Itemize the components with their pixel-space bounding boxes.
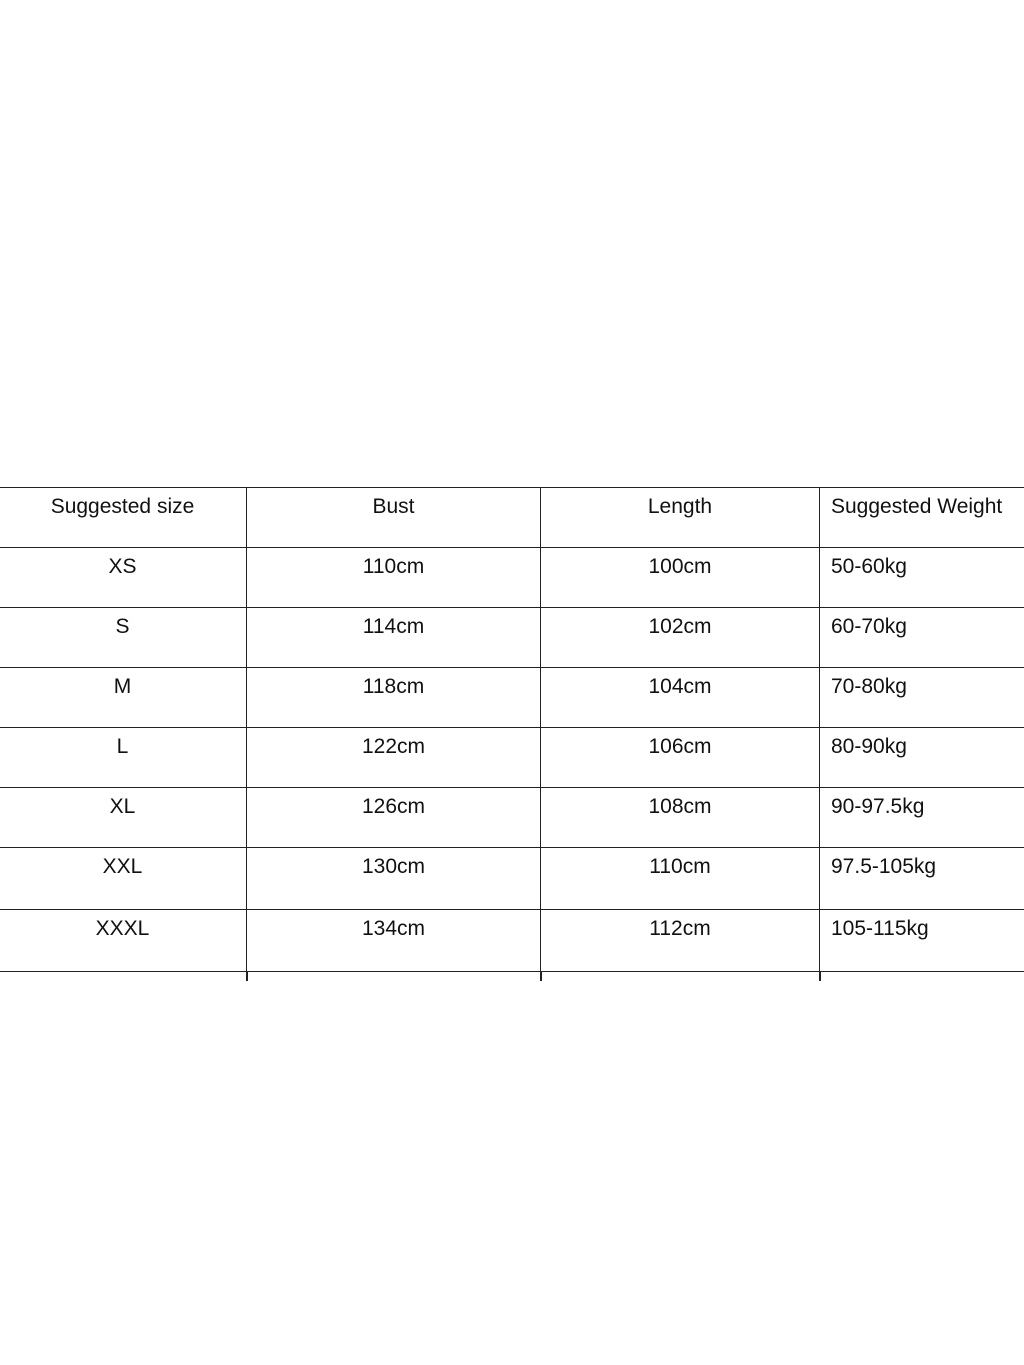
- header-suggested-weight: Suggested Weight: [820, 488, 1024, 548]
- cell-size: L: [0, 728, 247, 788]
- cell-weight: 90-97.5kg: [820, 788, 1024, 848]
- cell-bust: 126cm: [247, 788, 541, 848]
- cell-bust: 114cm: [247, 608, 541, 668]
- table-divider-tail: [246, 972, 248, 981]
- size-chart-table: [0, 487, 1024, 972]
- cell-weight: 50-60kg: [820, 548, 1024, 608]
- cell-length: 104cm: [541, 668, 820, 728]
- table-header-row: [0, 488, 1024, 548]
- header-bust: Bust: [247, 488, 541, 548]
- cell-size: XS: [0, 548, 247, 608]
- cell-bust: 110cm: [247, 548, 541, 608]
- header-length: Length: [541, 488, 820, 548]
- table-row: [0, 910, 1024, 972]
- cell-size: XL: [0, 788, 247, 848]
- cell-length: 102cm: [541, 608, 820, 668]
- table-row: [0, 668, 1024, 728]
- cell-bust: 122cm: [247, 728, 541, 788]
- cell-weight: 80-90kg: [820, 728, 1024, 788]
- cell-weight: 70-80kg: [820, 668, 1024, 728]
- table-divider-tail: [540, 972, 542, 981]
- table-divider-tail: [819, 972, 821, 981]
- cell-length: 106cm: [541, 728, 820, 788]
- cell-weight: 105-115kg: [820, 910, 1024, 972]
- table-row: [0, 608, 1024, 668]
- table-row: [0, 848, 1024, 910]
- cell-size: M: [0, 668, 247, 728]
- cell-size: S: [0, 608, 247, 668]
- cell-length: 112cm: [541, 910, 820, 972]
- table-row: [0, 728, 1024, 788]
- table-row: [0, 548, 1024, 608]
- header-suggested-size: Suggested size: [0, 488, 247, 548]
- cell-weight: 97.5-105kg: [820, 848, 1024, 910]
- table-row: [0, 788, 1024, 848]
- cell-length: 110cm: [541, 848, 820, 910]
- cell-bust: 134cm: [247, 910, 541, 972]
- cell-size: XXL: [0, 848, 247, 910]
- cell-weight: 60-70kg: [820, 608, 1024, 668]
- cell-size: XXXL: [0, 910, 247, 972]
- cell-length: 108cm: [541, 788, 820, 848]
- cell-length: 100cm: [541, 548, 820, 608]
- cell-bust: 118cm: [247, 668, 541, 728]
- cell-bust: 130cm: [247, 848, 541, 910]
